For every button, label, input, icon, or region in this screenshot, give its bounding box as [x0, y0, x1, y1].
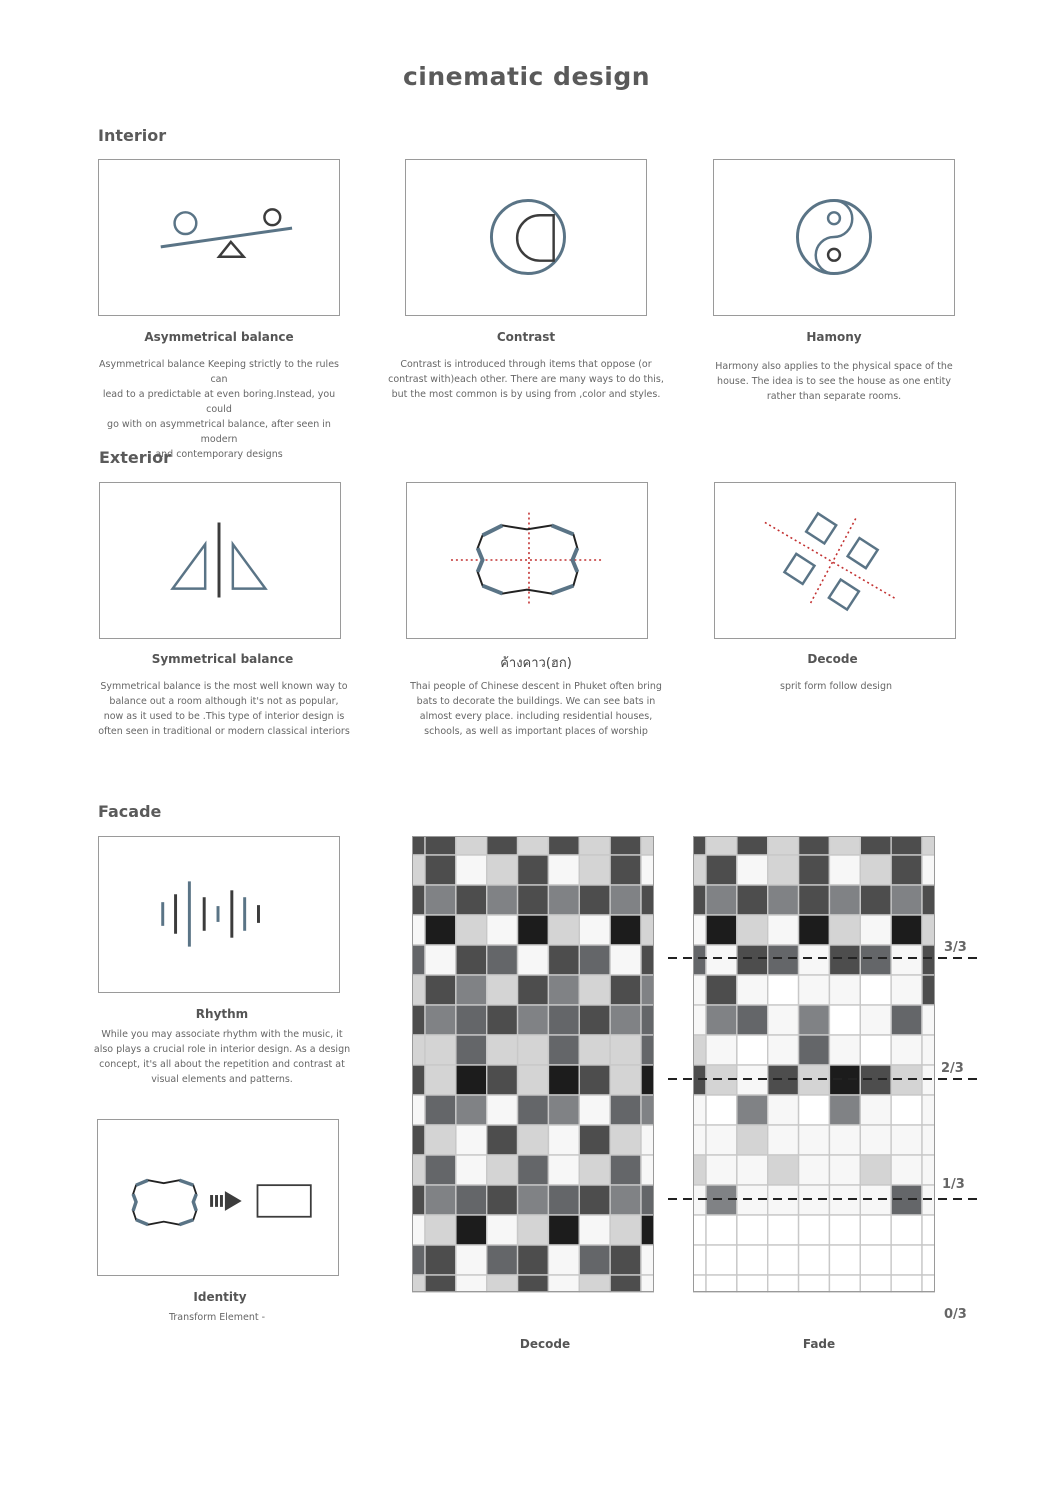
desc-line: Asymmetrical balance Keeping strictly to the rules can — [99, 359, 339, 385]
bat-card — [406, 482, 648, 639]
decode-grid-cell — [548, 1215, 579, 1245]
card-title: Symmetrical balance — [151, 652, 294, 666]
desc-line: While you may associate rhythm with the music, it — [101, 1029, 343, 1040]
card-description — [92, 679, 356, 739]
desc-line: almost every place. including residential houses, — [419, 711, 653, 722]
decode-grid-cell — [641, 1185, 654, 1215]
decode-grid-cell — [641, 1035, 654, 1065]
decode-grid-cell — [548, 1005, 579, 1035]
decode-grid-cell — [641, 1275, 654, 1292]
decode-grid-cell — [548, 945, 579, 975]
decode-grid-cell — [518, 1065, 549, 1095]
decode-grid-cell — [456, 975, 487, 1005]
decode-grid-cell — [487, 975, 518, 1005]
decode-grid-cell — [610, 915, 641, 945]
card-description — [700, 359, 968, 404]
card-description: Transform Element - — [168, 1312, 266, 1323]
card-title: Decode — [807, 652, 858, 666]
fade-grid-cell — [693, 855, 706, 885]
desc-line: now as it used to be .This type of interior design is — [103, 711, 345, 722]
decode-grid-cell — [412, 915, 425, 945]
decode-grid-cell — [579, 855, 610, 885]
decode-grid-cell — [610, 1215, 641, 1245]
card-title: Hamony — [806, 330, 862, 344]
card-title: ค้างคาว(ฮก) — [500, 656, 572, 671]
decode-grid-cell — [425, 1065, 456, 1095]
section-heading-facade: Facade — [98, 802, 162, 821]
decode-grid-cell — [548, 1155, 579, 1185]
decode-grid-cell — [518, 836, 549, 855]
fade-grid-cell — [860, 1215, 891, 1245]
decode-grid-cell — [456, 836, 487, 855]
fade-grid-caption: Fade — [802, 1337, 836, 1351]
fade-grid-cell — [768, 885, 799, 915]
contrast-card — [405, 159, 647, 316]
decode-grid-cell — [518, 1125, 549, 1155]
card-title: Asymmetrical balance — [144, 330, 294, 344]
decode-grid-cell — [579, 1125, 610, 1155]
decode-grid-cell — [518, 1215, 549, 1245]
decode-grid-cell — [579, 836, 610, 855]
decode-grid-cell — [518, 885, 549, 915]
fade-grid-cell — [706, 1215, 737, 1245]
decode-grid-cell — [412, 1155, 425, 1185]
card-description — [386, 357, 666, 402]
fade-grid-cell — [891, 1275, 922, 1292]
decode-grid-cell — [456, 945, 487, 975]
decode-grid-cell — [548, 1275, 579, 1292]
decode-grid-cell — [548, 1125, 579, 1155]
bat-motif-icon — [407, 483, 647, 638]
fade-grid-cell — [922, 1275, 935, 1292]
card-description — [88, 1027, 356, 1087]
fade-grid-cell — [768, 836, 799, 855]
decode-grid-cell — [425, 1095, 456, 1125]
fade-grid-cell — [768, 1215, 799, 1245]
decode-grid-cell — [487, 885, 518, 915]
decode-grid-cell — [579, 1035, 610, 1065]
fade-grid-cell — [860, 855, 891, 885]
fade-grid-cell — [799, 1275, 830, 1292]
fade-grid-cell — [693, 1245, 706, 1275]
desc-line: house. The idea is to see the house as one entity — [717, 376, 951, 387]
fade-grid-cell — [860, 1275, 891, 1292]
decode-grid-cell — [412, 1065, 425, 1095]
decode-grid-cell — [579, 1065, 610, 1095]
desc-line: schools, as well as important places of worship — [424, 726, 648, 737]
decode-grid-cell — [548, 885, 579, 915]
decode-grid-cell — [548, 975, 579, 1005]
fade-grid-cell — [922, 836, 935, 855]
desc-line: lead to a predictable at even boring.Instead, you could — [102, 389, 336, 415]
fade-grid-cell — [737, 1275, 768, 1292]
rotated-squares-icon — [715, 483, 955, 638]
decode-grid-cell — [610, 1035, 641, 1065]
decode-grid-cell — [487, 915, 518, 945]
decode-grid-cell — [518, 1095, 549, 1125]
fade-grid-cell — [768, 1245, 799, 1275]
decode-grid-cell — [518, 945, 549, 975]
decode-grid-cell — [610, 1245, 641, 1275]
decode-grid-cell — [425, 1005, 456, 1035]
decode-grid-cell — [579, 885, 610, 915]
desc-line: rather than separate rooms. — [766, 391, 902, 402]
decode-grid-cell — [610, 1185, 641, 1215]
fade-grid-cell — [706, 885, 737, 915]
decode-grid-cell — [425, 1185, 456, 1215]
decode-grid-cell — [425, 1245, 456, 1275]
asymmetrical-balance-card — [98, 159, 340, 316]
fade-grid-cell — [737, 885, 768, 915]
decode-grid-cell — [610, 1155, 641, 1185]
decode-grid-cell — [456, 1215, 487, 1245]
desc-line: Harmony also applies to the physical space of the — [715, 361, 953, 372]
fade-grid-cell — [799, 1245, 830, 1275]
decode-grid-cell — [487, 855, 518, 885]
decode-grid-caption: Decode — [519, 1337, 571, 1351]
decode-grid-cell — [456, 1005, 487, 1035]
decode-grid-cell — [412, 855, 425, 885]
decode-grid-cell — [412, 1245, 425, 1275]
decode-grid-cell — [487, 1245, 518, 1275]
decode-grid-cell — [412, 1275, 425, 1292]
card-title: Identity — [193, 1290, 247, 1304]
fade-grid-cell — [768, 1275, 799, 1292]
decode-grid-cell — [425, 945, 456, 975]
fade-grid-cell — [706, 1275, 737, 1292]
decode-grid-cell — [456, 1155, 487, 1185]
page-title: cinematic design — [402, 62, 651, 91]
desc-line: often seen in traditional or modern classical interiors — [98, 726, 350, 737]
fade-grid-cell — [922, 1245, 935, 1275]
decode-grid-cell — [548, 1185, 579, 1215]
fade-grid-cell — [829, 855, 860, 885]
decode-grid-cell — [518, 1155, 549, 1185]
decode-grid-cell — [425, 915, 456, 945]
decode-grid-cell — [487, 1095, 518, 1125]
decode-grid-cell — [487, 1125, 518, 1155]
decode-grid-cell — [641, 1125, 654, 1155]
card-title: Contrast — [496, 330, 556, 344]
transform-arrow-icon — [98, 1120, 338, 1275]
decode-grid-cell — [518, 1005, 549, 1035]
fade-grid-cell — [799, 1215, 830, 1245]
fade-grid-cell — [922, 855, 935, 885]
decode-grid-cell — [641, 1245, 654, 1275]
decode-grid-cell — [456, 1185, 487, 1215]
decode-grid-cell — [610, 1005, 641, 1035]
decode-grid-cell — [641, 915, 654, 945]
desc-line: go with on asymmetrical balance, after seen in modern — [107, 419, 331, 445]
rhythm-card — [98, 836, 340, 993]
decode-grid-cell — [412, 975, 425, 1005]
decode-grid-cell — [518, 1275, 549, 1292]
decode-grid-cell — [518, 855, 549, 885]
decode-grid-cell — [610, 1125, 641, 1155]
decode-grid-cell — [548, 915, 579, 945]
fade-grid-cell — [829, 1245, 860, 1275]
decode-grid-cell — [610, 1065, 641, 1095]
decode-grid-cell — [487, 836, 518, 855]
decode-grid-cell — [610, 975, 641, 1005]
fade-grid-cell — [693, 885, 706, 915]
decode-grid-cell — [425, 975, 456, 1005]
fade-grid-cell — [891, 1215, 922, 1245]
fade-grid-cell — [737, 855, 768, 885]
decode-grid-cell — [610, 1275, 641, 1292]
fade-grid-cell — [737, 1215, 768, 1245]
decode-grid-cell — [641, 975, 654, 1005]
fade-grid-cell — [829, 885, 860, 915]
decode-grid-cell — [610, 855, 641, 885]
card-description — [714, 679, 958, 694]
decode-grid-cell — [456, 855, 487, 885]
decode-grid-cell — [456, 885, 487, 915]
fraction-label: 2/3 — [941, 1061, 964, 1076]
decode-grid-cell — [579, 1215, 610, 1245]
section-heading-exterior: Exterior — [99, 448, 172, 467]
decode-grid-cell — [487, 945, 518, 975]
desc-line: also plays a crucial role in interior design. As a design — [93, 1044, 351, 1055]
half-circle-icon — [406, 160, 646, 315]
card-description — [90, 357, 348, 462]
desc-line: Contrast is introduced through items that oppose (or — [400, 359, 652, 370]
fade-grid-cell — [737, 1245, 768, 1275]
rhythm-bars-icon — [99, 837, 339, 992]
card-description — [396, 679, 676, 739]
decode-grid-cell — [425, 836, 456, 855]
decode-grid-cell — [456, 1245, 487, 1275]
fade-grid-cell — [768, 855, 799, 885]
desc-line: concept, it's all about the repetition and contrast at — [99, 1059, 345, 1070]
decode-grid-cell — [641, 885, 654, 915]
symmetrical-balance-card — [99, 482, 341, 639]
decode-grid-cell — [425, 1125, 456, 1155]
decode-grid-cell — [579, 1005, 610, 1035]
identity-card — [97, 1119, 339, 1276]
fade-grid-cell — [706, 836, 737, 855]
decode-grid-cell — [456, 1065, 487, 1095]
decode-grid-cell — [548, 1245, 579, 1275]
decode-grid-cell — [487, 1005, 518, 1035]
decode-grid-cell — [641, 945, 654, 975]
fade-grid-cell — [860, 1245, 891, 1275]
decode-grid-cell — [425, 1155, 456, 1185]
decode-grid-cell — [579, 1275, 610, 1292]
decode-grid-cell — [548, 1095, 579, 1125]
decode-pattern-grid — [412, 836, 654, 1324]
decode-grid-cell — [425, 855, 456, 885]
fade-grid-cell — [860, 885, 891, 915]
decode-grid-cell — [548, 1065, 579, 1095]
fade-grid-cell — [799, 836, 830, 855]
desc-line: bats to decorate the buildings. We can see bats in — [416, 696, 656, 707]
decode-grid-cell — [641, 1005, 654, 1035]
desc-line: contrast with)each other. There are many ways to do this, — [388, 374, 664, 385]
fade-grid-cell — [829, 1215, 860, 1245]
decode-grid-cell — [487, 1155, 518, 1185]
decode-grid-cell — [412, 1125, 425, 1155]
decode-grid-cell — [548, 1035, 579, 1065]
fade-grid-cell — [693, 1275, 706, 1292]
decode-grid-cell — [456, 1095, 487, 1125]
decode-grid-cell — [456, 915, 487, 945]
fade-grid-cell — [799, 885, 830, 915]
desc-line: sprit form follow design — [780, 681, 892, 692]
decode-grid-cell — [579, 1095, 610, 1125]
decode-grid-cell — [487, 1065, 518, 1095]
decode-grid-cell — [579, 1245, 610, 1275]
fade-grid-cell — [693, 1215, 706, 1245]
decode-grid-cell — [641, 855, 654, 885]
decode-grid-cell — [579, 915, 610, 945]
decode-card — [714, 482, 956, 639]
decode-grid-cell — [412, 945, 425, 975]
decode-grid-cell — [425, 1035, 456, 1065]
fade-grid-cell — [891, 855, 922, 885]
decode-grid-cell — [579, 1155, 610, 1185]
decode-grid-cell — [610, 1095, 641, 1125]
fade-grid-cell — [829, 1275, 860, 1292]
decode-grid-cell — [518, 1035, 549, 1065]
fade-grid-cell — [922, 885, 935, 915]
fade-grid-cell — [891, 885, 922, 915]
decode-grid-cell — [487, 1185, 518, 1215]
decode-grid-cell — [548, 836, 579, 855]
fade-grid-cell — [706, 1245, 737, 1275]
fade-grid-cell — [706, 855, 737, 885]
decode-grid-cell — [610, 885, 641, 915]
fraction-label: 1/3 — [942, 1177, 965, 1192]
decode-grid-cell — [487, 1275, 518, 1292]
decode-grid-cell — [487, 1215, 518, 1245]
desc-line: balance out a room although it's not as popular, — [109, 696, 339, 707]
decode-grid-cell — [412, 1035, 425, 1065]
fade-grid-cell — [737, 836, 768, 855]
decode-grid-cell — [412, 885, 425, 915]
desc-line: Thai people of Chinese descent in Phuket often bring — [410, 681, 662, 692]
decode-grid-cell — [548, 855, 579, 885]
decode-grid-cell — [518, 975, 549, 1005]
decode-grid-cell — [579, 945, 610, 975]
decode-grid-cell — [456, 1035, 487, 1065]
decode-grid-cell — [579, 975, 610, 1005]
decode-grid-cell — [641, 836, 654, 855]
yin-yang-icon — [714, 160, 954, 315]
decode-grid-cell — [412, 1095, 425, 1125]
desc-line: and contemporary designs — [155, 449, 283, 460]
fade-grid-cell — [891, 1245, 922, 1275]
decode-grid-cell — [412, 836, 425, 855]
decode-grid-cell — [456, 1125, 487, 1155]
harmony-card — [713, 159, 955, 316]
fade-grid-cell — [922, 1215, 935, 1245]
decode-grid-cell — [518, 915, 549, 945]
decode-grid-cell — [412, 1185, 425, 1215]
decode-grid-cell — [641, 1095, 654, 1125]
desc-line: but the most common is by using from ,color and styles. — [391, 389, 661, 400]
mirrored-triangles-icon — [100, 483, 340, 638]
fade-grid-cell — [860, 836, 891, 855]
decode-grid-cell — [610, 945, 641, 975]
fade-grid-cell — [891, 836, 922, 855]
fade-grid-cell — [799, 855, 830, 885]
decode-grid-cell — [456, 1275, 487, 1292]
decode-grid-cell — [487, 1035, 518, 1065]
decode-grid-cell — [425, 1215, 456, 1245]
decode-grid-cell — [610, 836, 641, 855]
decode-grid-cell — [425, 885, 456, 915]
decode-grid-cell — [518, 1245, 549, 1275]
fraction-label: 3/3 — [944, 940, 967, 955]
decode-grid-cell — [579, 1185, 610, 1215]
seesaw-icon — [99, 160, 339, 315]
fraction-label: 0/3 — [944, 1307, 967, 1322]
decode-grid-cell — [425, 1275, 456, 1292]
desc-line: Symmetrical balance is the most well known way to — [100, 681, 348, 692]
decode-grid-cell — [641, 1215, 654, 1245]
fade-grid-cell — [829, 836, 860, 855]
decode-grid-cell — [412, 1005, 425, 1035]
card-title: Rhythm — [195, 1007, 249, 1021]
desc-line: visual elements and patterns. — [151, 1074, 293, 1085]
decode-grid-cell — [641, 1065, 654, 1095]
threshold-lines — [668, 940, 982, 1210]
decode-grid-cell — [412, 1215, 425, 1245]
decode-grid-cell — [641, 1155, 654, 1185]
fade-grid-cell — [693, 836, 706, 855]
section-heading-interior: Interior — [98, 126, 167, 145]
decode-grid-cell — [518, 1185, 549, 1215]
